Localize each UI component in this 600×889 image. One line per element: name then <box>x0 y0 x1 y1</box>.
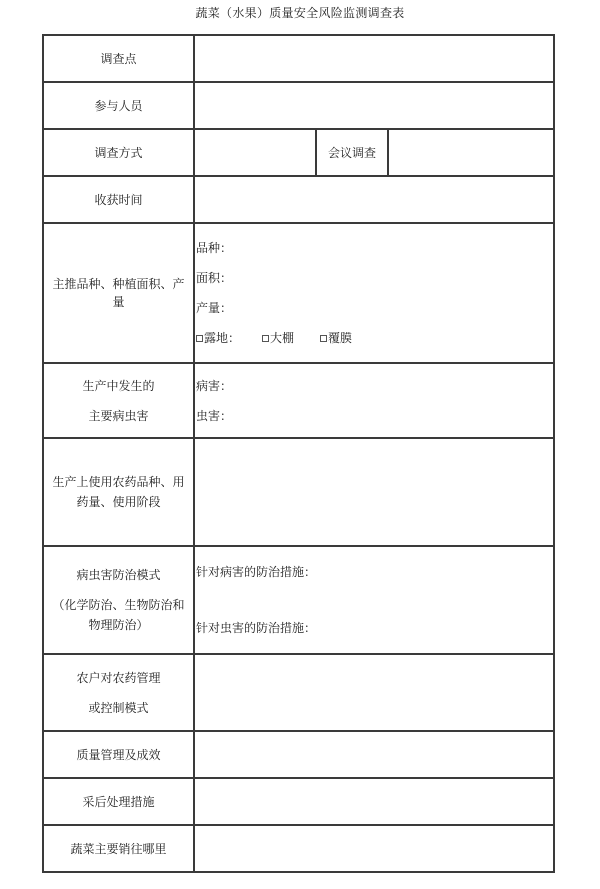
row-sales <box>43 825 554 872</box>
input-pesticide-use[interactable] <box>194 438 554 546</box>
planting-type-options <box>195 328 553 348</box>
pests-fields[interactable] <box>194 363 554 438</box>
field-variety[interactable]: 品种： <box>196 241 233 255</box>
input-survey-point[interactable] <box>194 35 554 82</box>
document-title: 蔬菜（水果）质量安全风险监测调查表 <box>195 6 405 20</box>
input-harvest-time[interactable] <box>194 176 554 223</box>
input-participants[interactable] <box>194 82 554 129</box>
row-survey-point <box>43 35 554 82</box>
input-sales[interactable] <box>194 825 554 872</box>
label-quality-mgmt: 质量管理及成效 <box>43 731 194 778</box>
row-pest-control <box>43 546 554 654</box>
row-harvest-time <box>43 176 554 223</box>
label-sales: 蔬菜主要销往哪里 <box>43 825 194 872</box>
label-survey-point: 调查点 <box>43 35 194 82</box>
input-farmer-mgmt[interactable] <box>194 654 554 731</box>
field-yield[interactable]: 产量： <box>196 301 233 315</box>
field-insect[interactable]: 虫害： <box>196 408 233 423</box>
input-quality-mgmt[interactable] <box>194 731 554 778</box>
option-greenhouse[interactable] <box>262 328 294 348</box>
field-disease[interactable]: 病害： <box>196 378 233 393</box>
row-post-harvest <box>43 778 554 825</box>
pest-control-fields[interactable] <box>194 546 554 654</box>
checkbox-icon[interactable] <box>196 335 203 342</box>
field-disease-measures[interactable]: 针对病害的防治措施： <box>196 565 317 579</box>
survey-method-value: 会议调查 <box>316 129 388 176</box>
option-greenhouse-label: 大棚 <box>270 331 295 345</box>
label-pests <box>43 363 194 438</box>
option-open-field[interactable] <box>196 328 240 348</box>
checkbox-icon[interactable] <box>320 335 327 342</box>
field-insect-measures[interactable]: 针对虫害的防治措施： <box>196 621 317 635</box>
input-survey-method[interactable] <box>194 129 316 176</box>
label-farmer-mgmt <box>43 654 194 731</box>
main-varieties-fields[interactable] <box>194 223 554 363</box>
row-survey-method <box>43 129 554 176</box>
label-post-harvest: 采后处理措施 <box>43 778 194 825</box>
label-survey-method: 调查方式 <box>43 129 194 176</box>
row-pesticide-use <box>43 438 554 546</box>
label-main-varieties: 主推品种、种植面积、产量 <box>43 223 194 363</box>
row-farmer-mgmt <box>43 654 554 731</box>
row-pests <box>43 363 554 438</box>
label-pests-line1: 生产中发生的 <box>82 378 155 393</box>
label-pest-control <box>43 546 194 654</box>
row-quality-mgmt <box>43 731 554 778</box>
row-main-varieties <box>43 223 554 363</box>
input-survey-method-extra[interactable] <box>388 129 554 176</box>
label-pest-control-line1: 病虫害防治模式 <box>76 568 161 582</box>
label-farmer-mgmt-line2: 或控制模式 <box>88 700 149 715</box>
field-area[interactable]: 面积： <box>196 271 233 285</box>
label-pest-control-line2: （化学防治、生物防治和物理防治） <box>52 598 185 632</box>
label-farmer-mgmt-line1: 农户对农药管理 <box>76 670 161 685</box>
label-participants: 参与人员 <box>43 82 194 129</box>
label-spacer <box>47 585 190 595</box>
row-participants <box>43 82 554 129</box>
label-pesticide-use: 生产上使用农药品种、用药量、使用阶段 <box>43 438 194 546</box>
input-post-harvest[interactable] <box>194 778 554 825</box>
option-open-field-label: 露地： <box>204 331 241 345</box>
survey-form-table <box>42 34 555 873</box>
option-mulch-film[interactable] <box>320 328 352 348</box>
option-mulch-film-label: 覆膜 <box>328 331 353 345</box>
label-pests-line2: 主要病虫害 <box>88 408 149 423</box>
checkbox-icon[interactable] <box>262 335 269 342</box>
label-harvest-time: 收获时间 <box>43 176 194 223</box>
